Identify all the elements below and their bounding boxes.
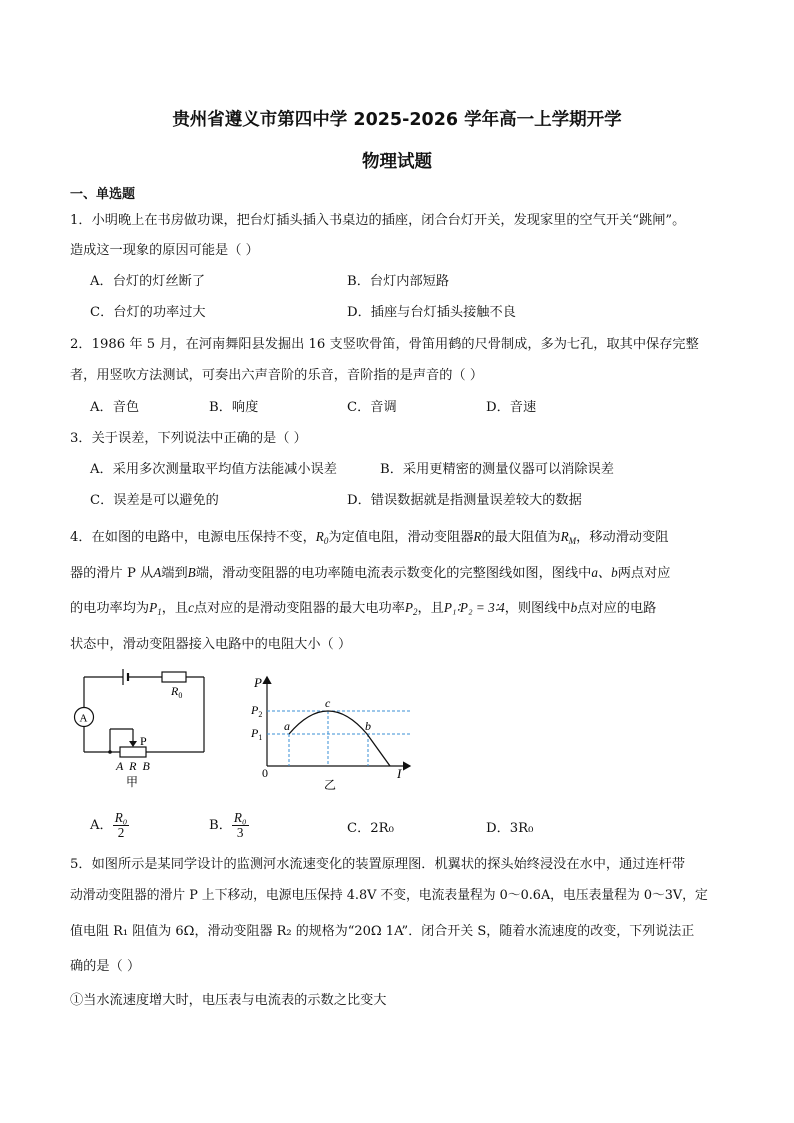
q4-option-b: B． $\frac{\text{R₀}}{3}$ — [209, 810, 247, 840]
q3-option-a: A．采用多次测量取平均值方法能减小误差 — [90, 462, 337, 477]
circuit-diagram-jia — [70, 665, 220, 795]
q4-stem-line2: 器的滑片 P 从A端到B端，滑动变阻器的电功率随电流表示数变化的完整图线如图，图线中a、b两点对应 — [70, 565, 671, 581]
exam-subtitle: 物理试题 — [362, 152, 432, 172]
rheostat — [120, 747, 146, 757]
caption-jia: 甲 — [126, 775, 139, 789]
power-curve — [289, 711, 390, 766]
label-x-axis: I — [397, 766, 402, 781]
q3-option-c: C．误差是可以避免的 — [90, 493, 219, 508]
resistor-r0 — [162, 672, 186, 682]
q2-option-a: A．音色 — [90, 400, 140, 415]
q5-stem-line3: 值电阻 R₁ 阻值为 6Ω，滑动变阻器 R₂ 的规格为“20Ω 1A”．闭合开关 S，随着水流速度的改变，下列说法正 — [70, 924, 695, 939]
q5-stem-line4: 确的是（ ） — [70, 959, 141, 974]
q4-stem-line1: 4．在如图的电路中，电源电压保持不变，$R_0$为定值电阻，滑动变阻器R的最大阻值为$R_M$，移动滑动变阻 — [70, 529, 669, 546]
exam-title: 贵州省遵义市第四中学 2025-2026 学年高一上学期开学 — [172, 110, 622, 130]
label-point-c: c — [325, 696, 331, 710]
q1-option-a: A．台灯的灯丝断了 — [90, 274, 206, 289]
q3-option-b: B．采用更精密的测量仪器可以消除误差 — [380, 462, 614, 477]
q3-option-d: D．错误数据就是指测量误差较大的数据 — [347, 493, 582, 508]
q4-option-d: D．3R₀ — [486, 821, 534, 836]
section-heading: 一、单选题 — [70, 187, 136, 202]
symbol-rm: $R_M$ — [560, 529, 577, 546]
q2-option-b: B．响度 — [209, 400, 259, 415]
label-p1: $P_1$ — [251, 726, 263, 742]
label-p2: $P_2$ — [251, 703, 263, 719]
q1-option-b: B．台灯内部短路 — [347, 274, 450, 289]
power-ratio: P₁∶P₂ = 3∶4 — [443, 600, 505, 615]
q4-stem-line3: 的电功率均为$P_1$，且c点对应的是滑动变阻器的最大电功率$P_2$，且P₁∶P₂ = 3∶4，则图线中b点对应的电路 — [70, 600, 657, 617]
q2-stem-line1: 2．1986 年 5 月，在河南舞阳县发掘出 16 支竖吹骨笛，骨笛用鹤的尺骨制成，多为七孔，取其中保存完整 — [70, 337, 699, 352]
q5-stem-line1: 5．如图所示是某同学设计的监测河水流速变化的装置原理图．机翼状的探头始终浸没在水中，通过连杆带 — [70, 857, 686, 872]
label-point-a: a — [284, 719, 290, 733]
q2-stem-line2: 者，用竖吹方法测试，可奏出六声音阶的乐音，音阶指的是声音的（ ） — [70, 368, 484, 383]
q1-stem-line1: 1．小明晚上在书房做功课，把台灯插头插入书桌边的插座，闭合台灯开关，发现家里的空气开关“跳闸”。 — [70, 213, 686, 228]
q4-option-a: A． $\frac{\text{R₀}}{2}$ — [90, 810, 128, 840]
label-origin: 0 — [262, 766, 268, 780]
q1-stem-line2: 造成这一现象的原因可能是（ ） — [70, 243, 259, 258]
q4-option-c: C．2R₀ — [347, 821, 394, 836]
label-y-axis: P — [254, 675, 262, 690]
slider-arrow — [129, 741, 137, 747]
q5-stem-line2: 动滑动变阻器的滑片 P 上下移动，电源电压保持 4.8V 不变，电流表量程为 0～0.6A，电压表量程为 0～3V，定 — [70, 888, 708, 903]
q1-option-c: C．台灯的功率过大 — [90, 305, 206, 320]
q5-statement-1: ①当水流速度增大时，电压表与电流表的示数之比变大 — [70, 993, 387, 1008]
q2-option-c: C．音调 — [347, 400, 397, 415]
label-r0: $R_0$ — [171, 684, 183, 700]
q1-option-d: D．插座与台灯插头接触不良 — [347, 305, 516, 320]
q2-option-d: D．音速 — [486, 400, 537, 415]
q4-stem-line4: 状态中，滑动变阻器接入电路中的电阻大小（ ） — [70, 637, 352, 652]
label-slider-p: P — [140, 734, 147, 748]
q3-stem: 3．关于误差，下列说法中正确的是（ ） — [70, 431, 307, 446]
label-point-b: b — [365, 719, 371, 733]
power-current-graph-yi — [240, 665, 420, 795]
label-rheostat: A R B — [116, 759, 150, 773]
label-ammeter: A — [79, 712, 88, 725]
caption-yi: 乙 — [324, 778, 337, 792]
symbol-r0: $R_0$ — [315, 529, 329, 546]
